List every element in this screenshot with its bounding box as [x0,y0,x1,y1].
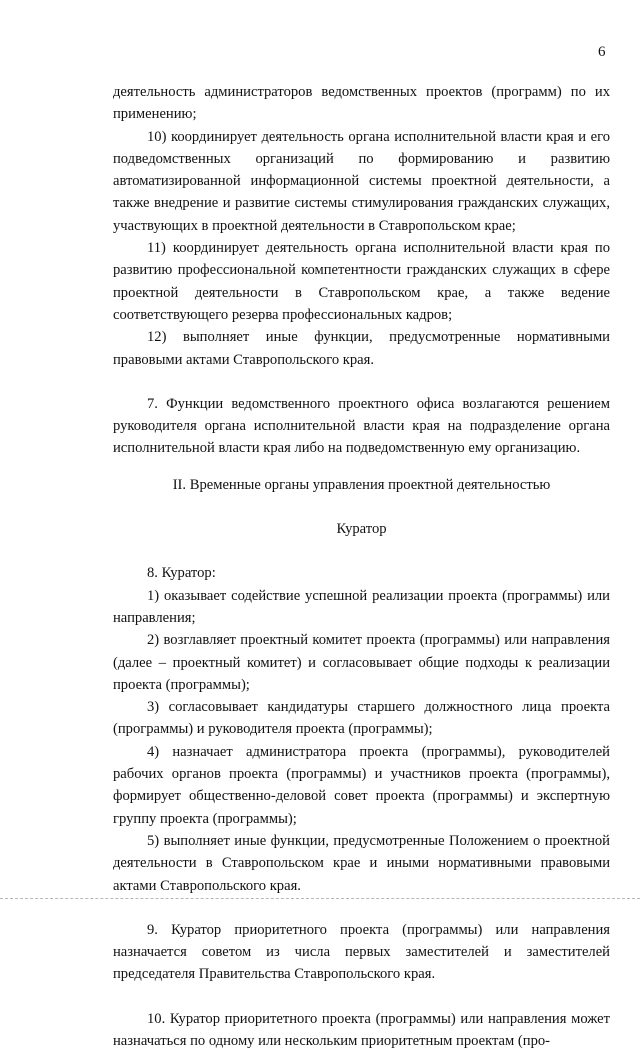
clause-8-item-5: 5) выполняет иные функции, предусмотренные Положением о проектной деятельности в Ставропольском крае и иными нормативными правовыми актами Ставропольского края. [113,832,610,894]
clause-8-item-1: 1) оказывает содействие успешной реализации проекта (программы) или направления; [113,587,610,626]
paragraph-continuation: деятельность администраторов ведомственных проектов (программ) по их применению; [113,84,610,123]
clause-8-item-2: 2) возглавляет проектный комитет проекта (программы) или направления (далее – проектный комитет) и согласовывает общие подходы к реализации проекта (программы); [113,632,610,693]
list-item-10: 10) координирует деятельность органа исполнительной власти края и его подведомственных организаций по формированию и развитию автоматизированной информационной системы проектной деятельности, а также внедрение и развитие системы стимулирования гражданских служащих, участвующих в проектной деятельности в Ставропольском крае; [113,128,610,234]
subsection-heading: Куратор [336,521,387,538]
list-item-12: 12) выполняет иные функции, предусмотренные нормативными правовыми актами Ставропольского края. [113,329,610,368]
clause-7: 7. Функции ведомственного проектного офиса возлагаются решением руководителя органа исполнительной власти края на подразделение органа исполнительной власти края либо на подведомственную ему организацию. [113,395,610,457]
page-number: 6 [598,44,606,60]
clause-9: 9. Куратор приоритетного проекта (программы) или направления назначается советом из числа первых заместителей и заместителей председателя Правительства Ставропольского края. [113,921,610,983]
scan-edge-line [0,898,640,899]
clause-8-item-3: 3) согласовывает кандидатуры старшего должностного лица проекта (программы) и руководителя проекта (программы); [113,699,610,738]
section-heading: II. Временные органы управления проектной деятельностью [172,476,551,493]
clause-8: 8. Куратор: [147,565,216,582]
list-item-11: 11) координирует деятельность органа исполнительной власти края по развитию профессиональной компетентности гражданских служащих в сфере проектной деятельности в Ставропольском крае, а также ведение соответствующего резерва профессиональных кадров; [113,240,610,323]
document-body [113,81,610,1052]
clause-8-item-4: 4) назначает администратора проекта (программы), руководителей рабочих органов проекта (программы) и участников проекта (программы), формирует общественно-деловой совет проекта (программы) и экспертную группу проекта (программы); [113,743,610,827]
clause-10: 10. Куратор приоритетного проекта (программы) или направления может назначаться по одному или нескольким приоритетным проектам (про- [113,1010,610,1049]
